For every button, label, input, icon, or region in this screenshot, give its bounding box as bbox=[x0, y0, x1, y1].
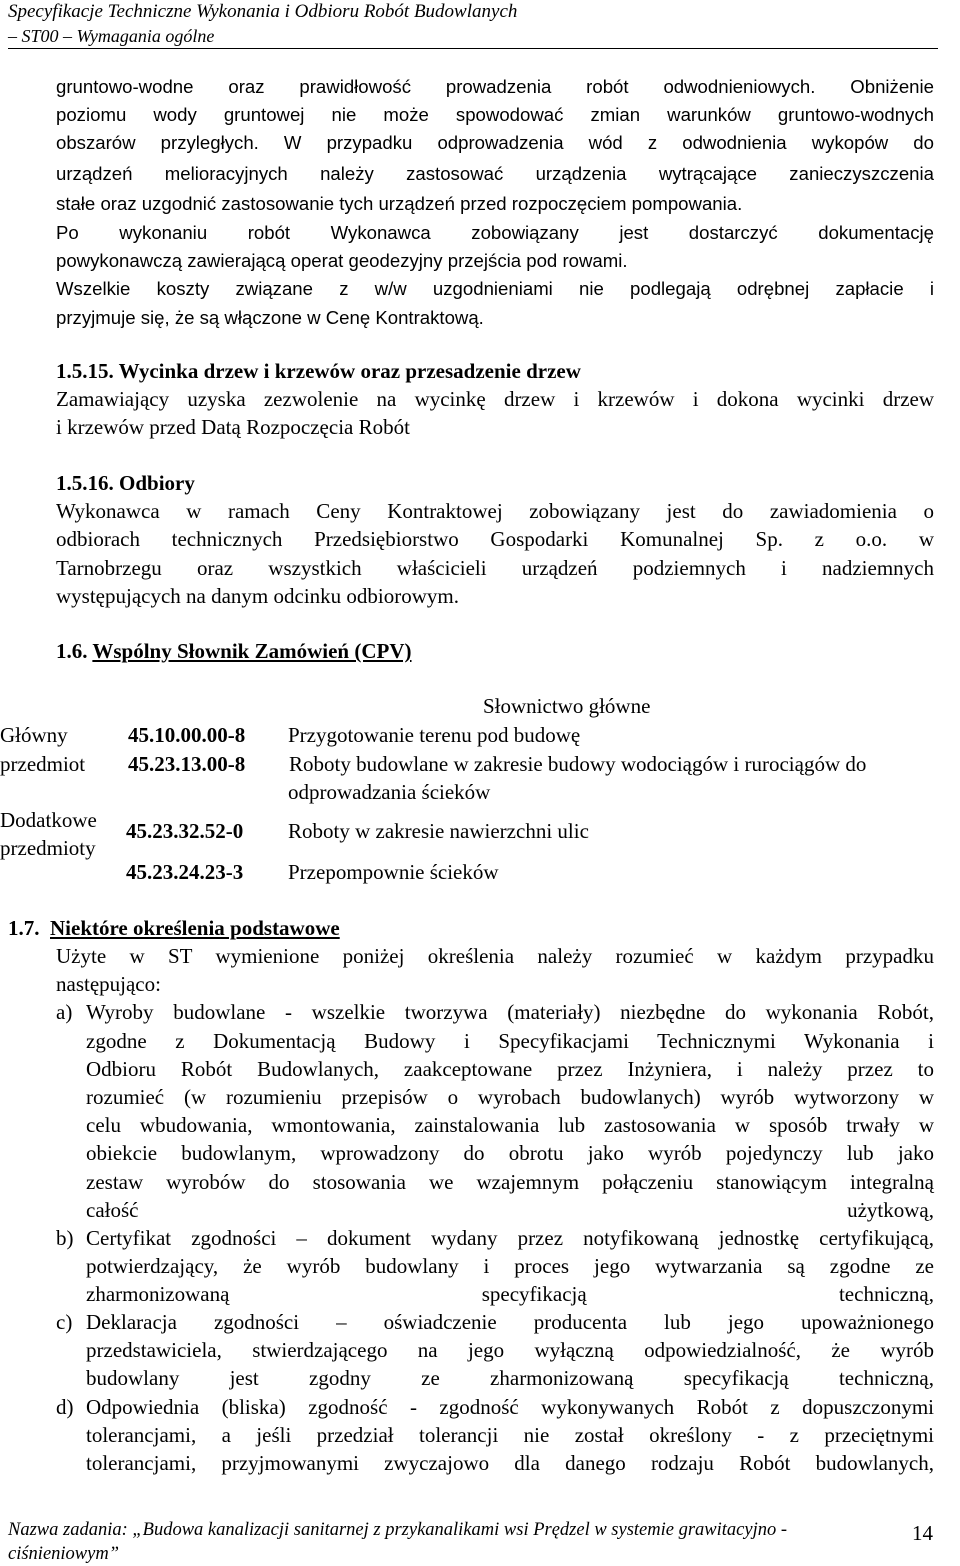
list-item-line: obiekcie budowlanym, wprowadzony do obrotu jako wyrób pojedynczy lub jako bbox=[86, 1141, 934, 1165]
paragraph-line: obszarów przyległych. W przypadku odprowadzenia wód z odwodnienia wykopów do bbox=[56, 132, 934, 153]
list-item-line: Odpowiednia (bliska) zgodność - zgodność wykonywanych Robót z dopuszczonymi bbox=[86, 1395, 934, 1419]
list-item-label: b) bbox=[56, 1226, 74, 1250]
footer-line: Nazwa zadania: „Budowa kanalizacji sanitarnej z przykanalikami wsi Prędzel w systemie grawitacyjno - bbox=[8, 1520, 788, 1540]
paragraph-line: Zamawiający uzyska zezwolenie na wycinkę drzew i krzewów i dokona wycinki drzew bbox=[56, 387, 934, 411]
list-item-line: celu wbudowania, wmontowania, zainstalowania lub zastosowania w sposób trwały w bbox=[86, 1113, 934, 1137]
list-item-line: tolerancjami, a jeśli przedział tolerancji nie został określony - z przeciętnymi bbox=[86, 1423, 934, 1447]
cpv-code: 45.23.13.00-8 bbox=[128, 752, 246, 776]
list-item-line: zestaw wyrobów do stosowania we wzajemnym połączeniu stanowiącym integralną bbox=[86, 1170, 934, 1194]
header-title: Specyfikacje Techniczne Wykonania i Odbioru Robót Budowlanych bbox=[8, 1, 518, 22]
list-item-label: a) bbox=[56, 1000, 73, 1024]
page-number: 14 bbox=[912, 1521, 933, 1545]
cpv-code: 45.23.32.52-0 bbox=[126, 819, 244, 843]
list-item-line: zharmonizowaną specyfikacją techniczną, bbox=[86, 1282, 934, 1306]
list-item-line: Deklaracja zgodności – oświadczenie producenta lub jego upoważnionego bbox=[86, 1310, 934, 1334]
list-item-line: rozumieć (w rozumieniu przepisów o wyrobach budowlanych) wyrób wytworzony w bbox=[86, 1085, 934, 1109]
paragraph-line: Użyte w ST wymienione poniżej określenia należy rozumieć w każdym przypadku bbox=[56, 944, 934, 968]
cpv-desc: Przygotowanie terenu pod budowę bbox=[288, 723, 581, 747]
section-heading-1-7 bbox=[8, 916, 340, 941]
footer-project-name bbox=[8, 1518, 888, 1566]
paragraph-line: Wykonawca w ramach Ceny Kontraktowej zobowiązany jest do zawiadomienia o bbox=[56, 499, 934, 523]
paragraph-line: Tarnobrzegu oraz wszystkich właścicieli urządzeń podziemnych i nadziemnych bbox=[56, 556, 934, 580]
list-item-line: tolerancjami, przyjmowanymi zwyczajowo dla danego rodzaju Robót budowlanych, bbox=[86, 1451, 934, 1475]
list-item-label: d) bbox=[56, 1395, 74, 1419]
list-item-line: Odbioru Robót Budowlanych, zaakceptowane przez Inżyniera, i należy przez to bbox=[86, 1057, 934, 1081]
section-heading-1-6 bbox=[56, 639, 412, 664]
list-item-line: potwierdzający, że wyrób budowlany i proces jego wytwarzania są zgodne ze bbox=[86, 1254, 934, 1278]
section-title: Wspólny Słownik Zamówień (CPV) bbox=[92, 639, 412, 663]
cpv-code: 45.23.24.23-3 bbox=[126, 860, 244, 884]
cpv-desc: odprowadzania ścieków bbox=[288, 780, 491, 804]
section-title: Niektóre określenia podstawowe bbox=[50, 916, 340, 940]
paragraph-line: stałe oraz uzgodnić zastosowanie tych urządzeń przed rozpoczęciem pompowania. bbox=[56, 193, 743, 214]
paragraph-line: występujących na danym odcinku odbiorowym. bbox=[56, 584, 459, 608]
section-heading-1-5-15: 1.5.15. Wycinka drzew i krzewów oraz przesadzenie drzew bbox=[56, 359, 581, 383]
header-divider bbox=[8, 48, 938, 49]
paragraph-line: powykonawczą zawierającą operat geodezyjny przejścia pod rowami. bbox=[56, 250, 628, 271]
header-subtitle: – ST00 – Wymagania ogólne bbox=[8, 26, 215, 46]
list-item-line: budowlany jest zgodny ze zharmonizowaną specyfikacją techniczną, bbox=[86, 1366, 934, 1390]
paragraph-line: przyjmuje się, że są włączone w Cenę Kontraktową. bbox=[56, 307, 484, 328]
paragraph-line: odbiorach technicznych Przedsiębiorstwo Gospodarki Komunalnej Sp. z o.o. w bbox=[56, 527, 934, 551]
paragraph-line: poziomu wody gruntowej nie może spowodować zmian warunków gruntowo-wodnych bbox=[56, 104, 934, 125]
paragraph-line: Wszelkie koszty związane z w/w uzgodnieniami nie podlegają odrębnej zapłacie i bbox=[56, 278, 934, 299]
paragraph-line: Po wykonaniu robót Wykonawca zobowiązany jest dostarczyć dokumentację bbox=[56, 222, 934, 243]
cpv-desc: Roboty w zakresie nawierzchni ulic bbox=[288, 819, 589, 843]
list-item-line: Wyroby budowlane - wszelkie tworzywa (materiały) niezbędne do wykonania Robót, bbox=[86, 1000, 934, 1024]
list-item-line: Certyfikat zgodności – dokument wydany przez notyfikowaną jednostkę certyfikującą, bbox=[86, 1226, 934, 1250]
paragraph-line: urządzeń melioracyjnych należy zastosować urządzenia wytrącające zanieczyszczenia bbox=[56, 163, 934, 184]
cpv-extra-label: przedmioty bbox=[0, 836, 96, 860]
cpv-main-label: Główny bbox=[0, 723, 68, 747]
section-number: 1.6. bbox=[56, 639, 88, 663]
cpv-code: 45.10.00.00-8 bbox=[128, 723, 246, 747]
paragraph-line: gruntowo-wodne oraz prawidłowość prowadzenia robót odwodnieniowych. Obniżenie bbox=[56, 76, 934, 97]
list-item-line: całość użytkową, bbox=[86, 1198, 934, 1222]
cpv-column-header: Słownictwo główne bbox=[483, 694, 651, 718]
list-item-line: zgodne z Dokumentacją Budowy i Specyfikacjami Technicznymi Wykonania i bbox=[86, 1029, 934, 1053]
cpv-desc: Roboty budowlane w zakresie budowy wodociągów i rurociągów do bbox=[289, 752, 867, 776]
list-item-label: c) bbox=[56, 1310, 73, 1334]
cpv-desc: Przepompownie ścieków bbox=[288, 860, 499, 884]
list-item-line: przedstawiciela, stwierdzającego na jego wyłączną odpowiedzialność, że wyrób bbox=[86, 1338, 934, 1362]
section-number: 1.7. bbox=[8, 916, 40, 940]
section-heading-1-5-16: 1.5.16. Odbiory bbox=[56, 471, 195, 495]
cpv-extra-label: Dodatkowe bbox=[0, 808, 97, 832]
cpv-main-label: przedmiot bbox=[0, 752, 86, 776]
footer-line: ciśnieniowym” bbox=[8, 1544, 119, 1564]
paragraph-line: i krzewów przed Datą Rozpoczęcia Robót bbox=[56, 415, 410, 439]
paragraph-line: następująco: bbox=[56, 972, 161, 996]
